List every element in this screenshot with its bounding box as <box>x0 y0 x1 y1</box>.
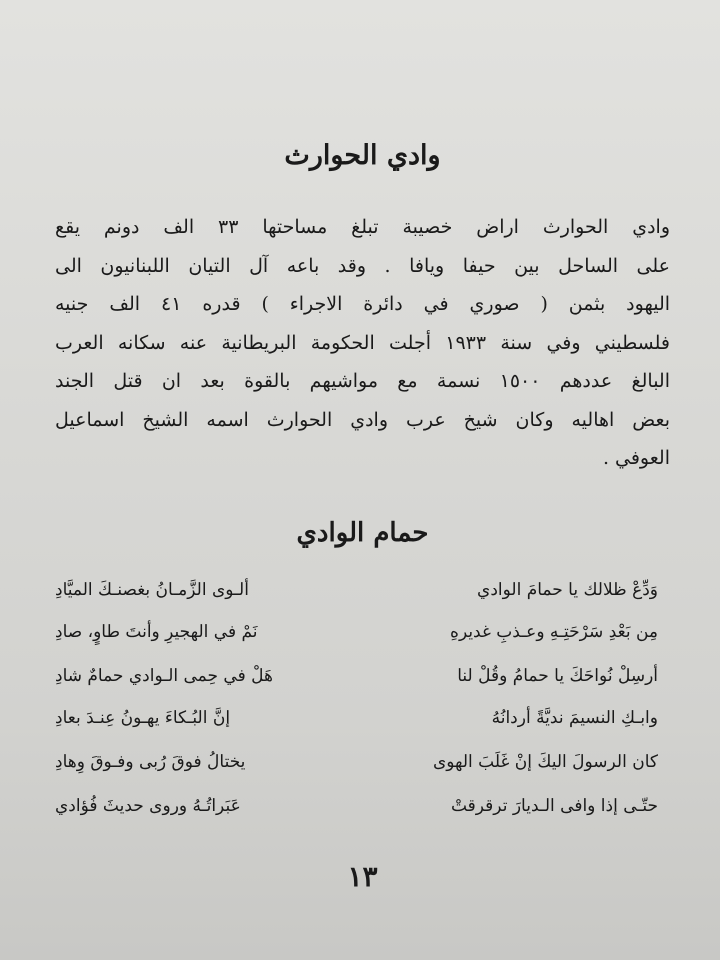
page-content <box>55 0 670 960</box>
poem-second-hemistich: عَبَراتُـهُ وروى حديثَ فُؤادي <box>55 796 241 816</box>
paragraph-line: بعض اهاليه وكان شيخ عرب وادي الحوارث اسمه الشيخ اسماعيل <box>55 408 670 431</box>
paragraph-line: العوفي . <box>602 447 670 469</box>
poem-first-hemistich: أرسِلْ نُواحَكَ يا حمامُ وقُلْ لنا <box>457 666 658 686</box>
poem-second-hemistich: هَلْ في حِمى الـوادي حمامٌ شادِ <box>55 666 273 686</box>
paragraph-line: على الساحل بين حيفا ويافا . وقد باعه آل التيان اللبنانيون الى <box>55 254 670 277</box>
body-paragraph <box>55 208 670 478</box>
poem-title: حمام الوادي <box>296 518 429 548</box>
poem-second-hemistich: يختالُ فوقَ رُبى وفـوقَ وِهادِ <box>55 752 246 772</box>
paragraph-line: فلسطيني وفي سنة ١٩٣٣ أجلت الحكومة البريطانية عنه سكانه العرب <box>55 331 671 354</box>
poem-first-hemistich: وَدِّعْ ظلالك يا حمامَ الوادي <box>477 580 658 600</box>
poem-first-hemistich: وابـكِ النسيمَ نديَّةً أردانُهُ <box>491 708 658 728</box>
paragraph-line: البالغ عددهم ١٥٠٠ نسمة مع مواشيهم بالقوة بعد ان قتل الجند <box>55 370 670 392</box>
section-title: وادي الحوارث <box>284 140 441 171</box>
poem-second-hemistich: إنَّ البُـكاءَ يهـونُ عِنـدَ بعادِ <box>55 708 231 728</box>
poem-second-hemistich: نَمْ في الهجيرِ وأنتَ طاوٍ، صادِ <box>55 622 258 642</box>
poem-first-hemistich: حتّـى إذا وافى الـديارَ ترقرقتْ <box>450 796 658 816</box>
paragraph-line: اليهود بثمن ( صوري في دائرة الاجراء ) قدره ٤١ الف جنيه <box>55 293 671 315</box>
page-number: ١٣ <box>347 860 378 893</box>
poem-first-hemistich: مِن بَعْدِ سَرْحَتِـهِ وعـذبِ غديرهِ <box>450 622 658 642</box>
poem <box>55 578 670 838</box>
poem-first-hemistich: كان الرسولَ اليكَ إنْ غَلَبَ الهوى <box>432 752 658 772</box>
poem-second-hemistich: ألـوى الزَّمـانُ بغصنـكَ الميَّادِ <box>55 580 249 600</box>
paragraph-line: وادي الحوارث اراض خصيبة تبلغ مساحتها ٣٣ الف دونم يقع <box>55 216 670 238</box>
